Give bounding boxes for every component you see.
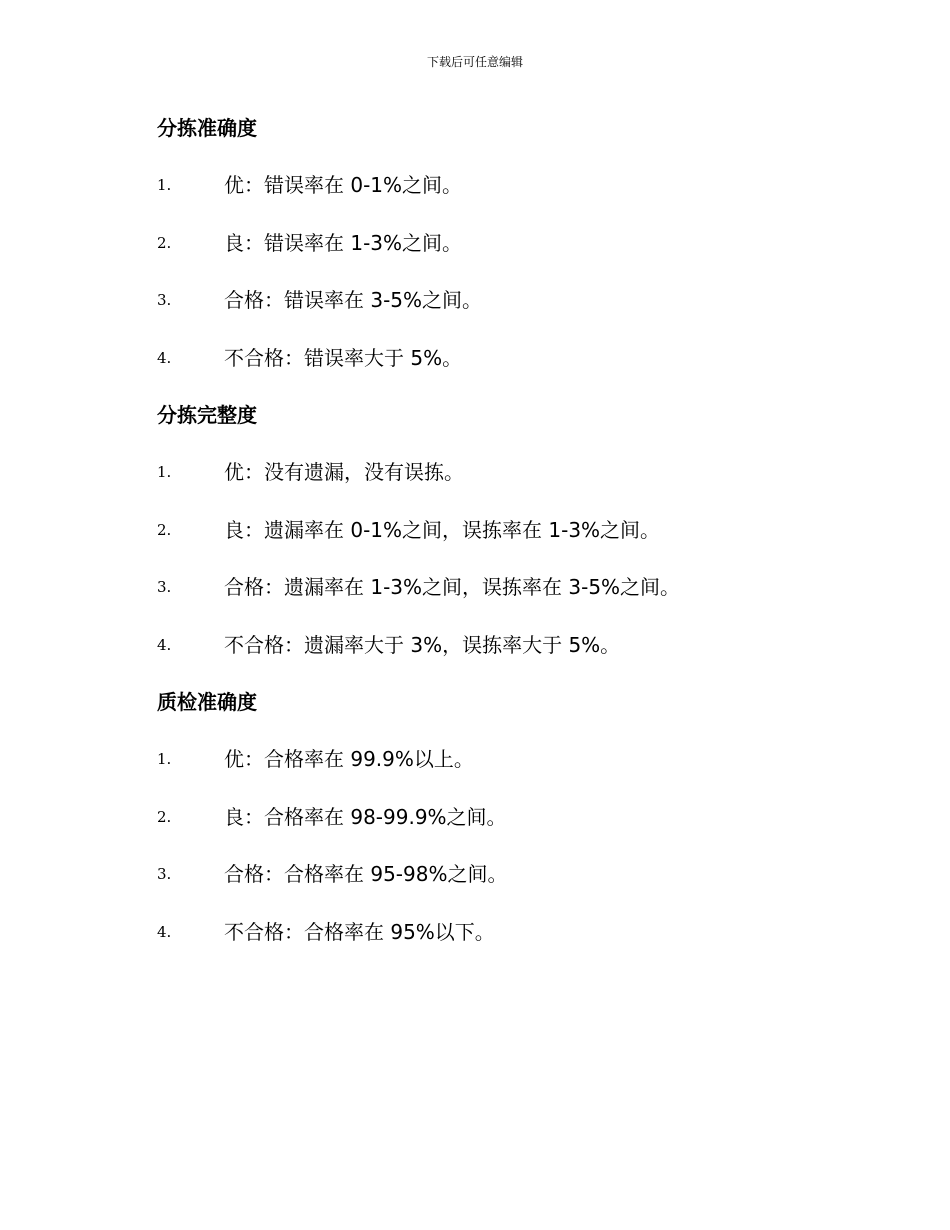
list-item-text: 不合格：合格率在 95%以下。: [224, 919, 495, 944]
list-item-number: 2.: [157, 807, 172, 826]
list-item-number: 1.: [157, 176, 172, 194]
list-item: [157, 228, 857, 258]
list-item-number: 4.: [157, 922, 172, 941]
list-item-text: 良：合格率在 98-99.9%之间。: [224, 804, 507, 829]
list-item-number: 3.: [157, 578, 172, 596]
list-item: [157, 572, 857, 602]
section-sorting-completeness: [157, 400, 857, 660]
list-item: [157, 859, 857, 889]
list-item-text: 优：合格率在 99.9%以上。: [224, 747, 474, 771]
list-item: [157, 515, 857, 545]
list-item-number: 4.: [157, 635, 172, 654]
list-item-number: 3.: [157, 865, 172, 883]
section-sorting-accuracy: [157, 113, 857, 373]
list-item-text: 合格：遗漏率在 1-3%之间，误拣率在 3-5%之间。: [224, 575, 681, 599]
list-item-text: 优：错误率在 0-1%之间。: [224, 173, 463, 197]
list-item-text: 优：没有遗漏，没有误拣。: [224, 460, 464, 484]
document-body: [157, 113, 857, 974]
list-item-text: 合格：错误率在 3-5%之间。: [224, 288, 483, 312]
list-item-text: 良：遗漏率在 0-1%之间，误拣率在 1-3%之间。: [224, 517, 661, 542]
section-title: 分拣完整度: [157, 403, 257, 427]
list-item-text: 不合格：错误率大于 5%。: [224, 345, 463, 370]
list-item-number: 2.: [157, 233, 172, 252]
list-item-number: 4.: [157, 348, 172, 367]
list-item: [157, 802, 857, 832]
section-qc-accuracy: [157, 687, 857, 947]
list-item-text: 良：错误率在 1-3%之间。: [224, 230, 463, 255]
list-item: [157, 630, 857, 660]
page-header-note: 下载后可任意编辑: [426, 55, 523, 69]
list-item: [157, 285, 857, 315]
list-item: [157, 343, 857, 373]
list-item-number: 2.: [157, 520, 172, 539]
list-item-number: 1.: [157, 750, 172, 768]
list-item-number: 1.: [157, 463, 172, 481]
list-item: [157, 170, 857, 200]
list-item-text: 不合格：遗漏率大于 3%，误拣率大于 5%。: [224, 632, 621, 657]
section-title: 质检准确度: [157, 690, 257, 714]
list-item-text: 合格：合格率在 95-98%之间。: [224, 862, 508, 886]
list-item: [157, 917, 857, 947]
list-item-number: 3.: [157, 291, 172, 309]
list-item: [157, 744, 857, 774]
list-item: [157, 457, 857, 487]
section-title: 分拣准确度: [157, 116, 257, 140]
